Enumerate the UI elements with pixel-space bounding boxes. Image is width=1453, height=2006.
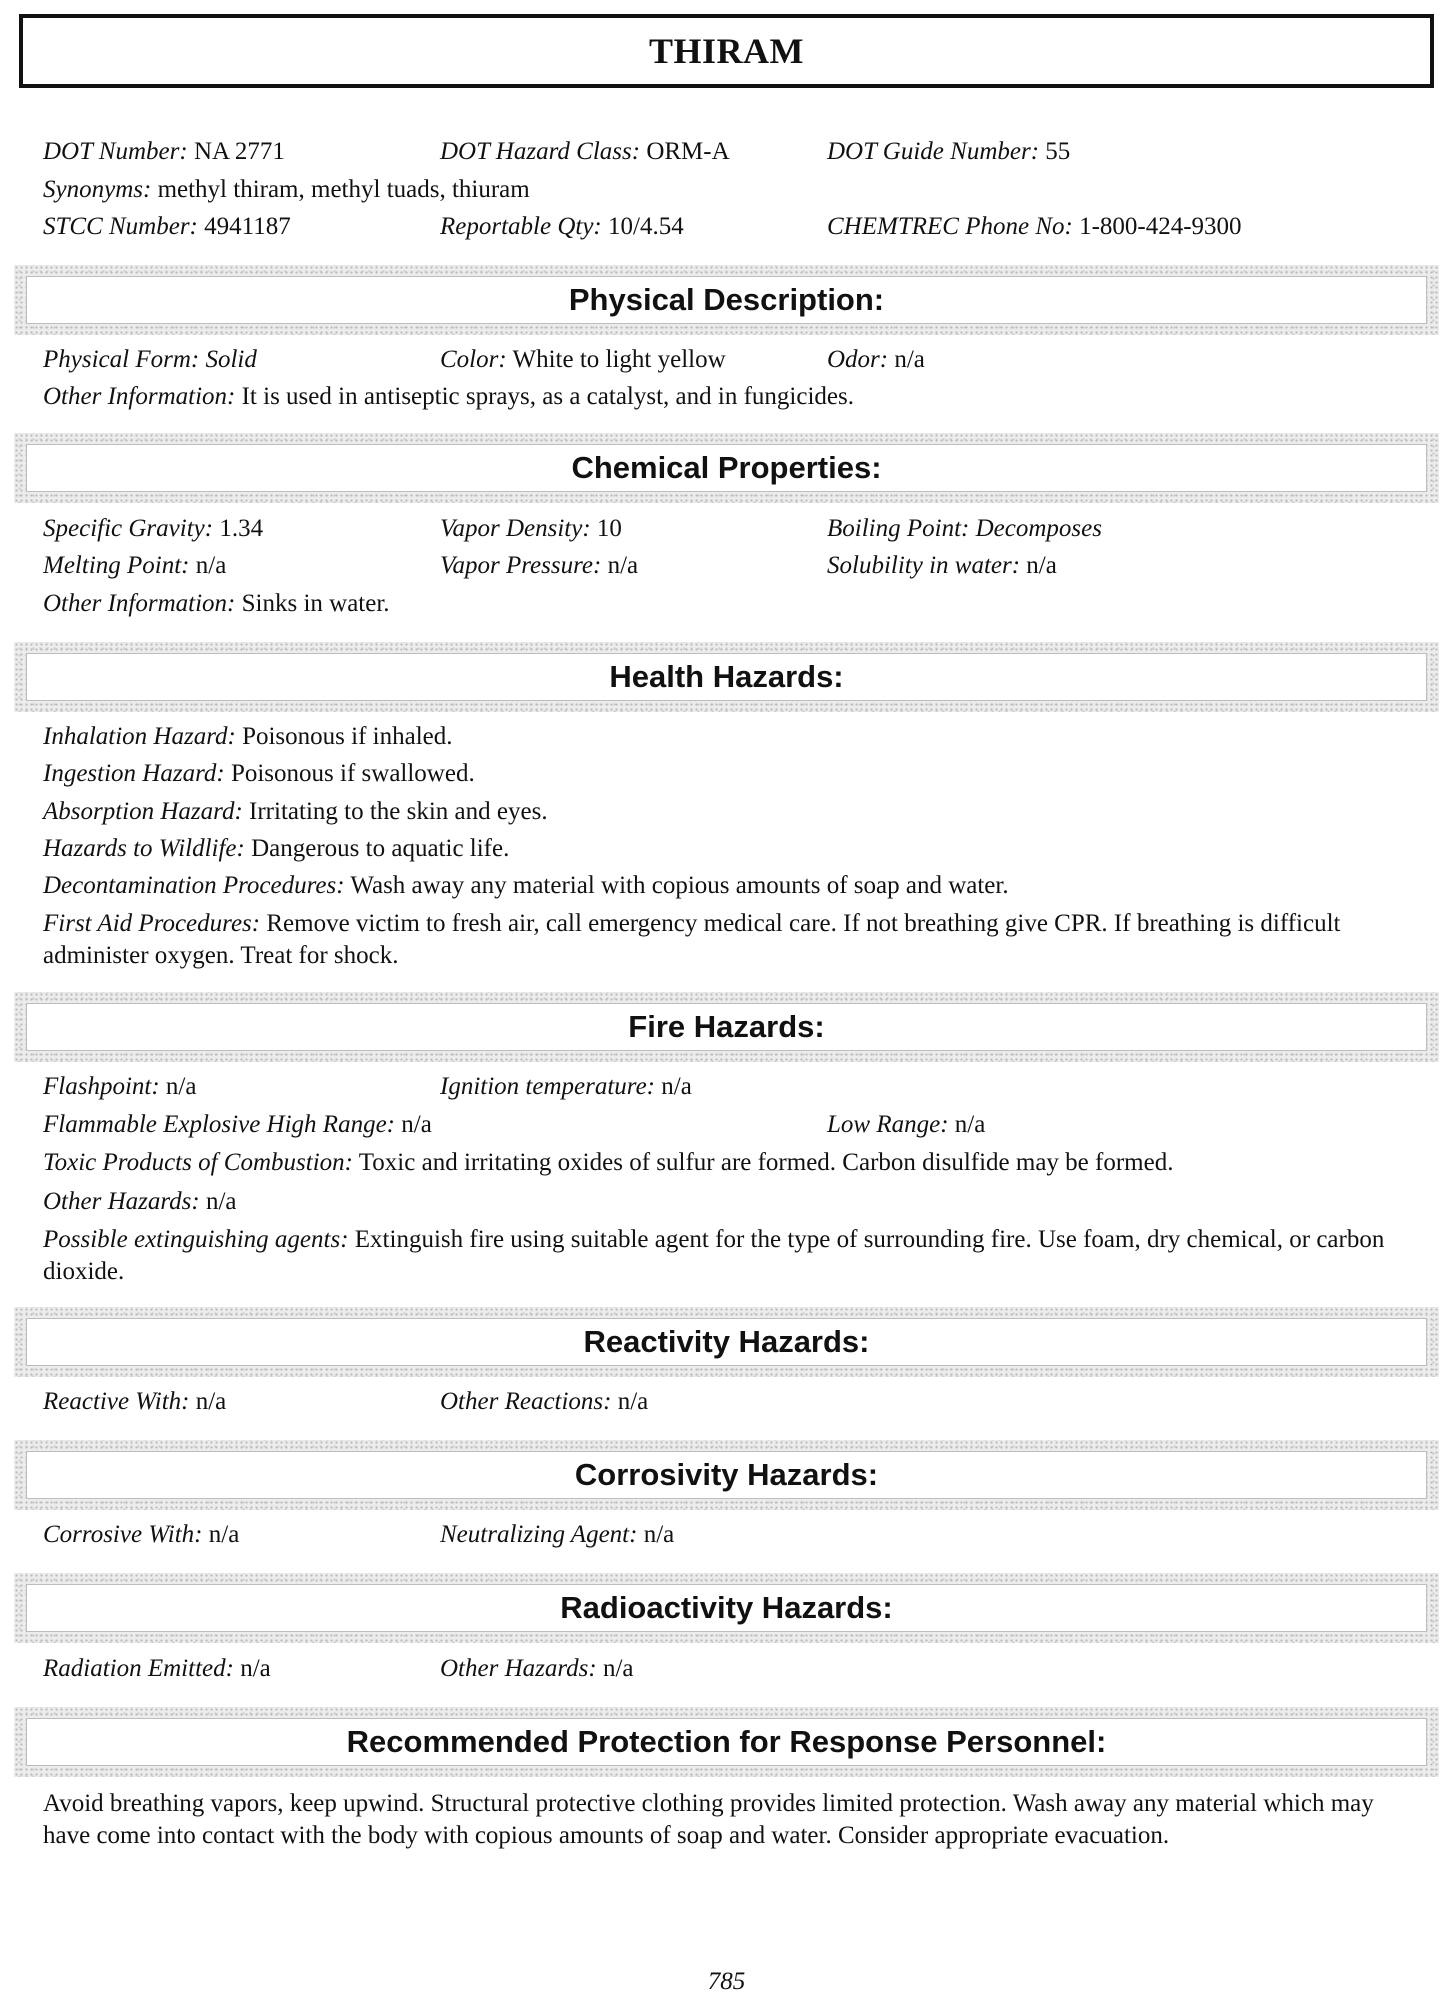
melting-point-field: Melting Point: n/a (43, 552, 227, 579)
chemical-other-info-field: Other Information: Sinks in water. (43, 590, 390, 617)
recommended-protection-header: Recommended Protection for Response Personnel: (14, 1707, 1439, 1777)
neutralizing-agent-field: Neutralizing Agent: n/a (440, 1521, 675, 1548)
corrosivity-hazards-header: Corrosivity Hazards: (14, 1440, 1439, 1510)
inhalation-hazard-field: Inhalation Hazard: Poisonous if inhaled. (43, 723, 453, 750)
physical-form-field: Physical Form: Solid (43, 346, 257, 373)
fire-hazards-header: Fire Hazards: (14, 992, 1439, 1062)
wildlife-hazard-field: Hazards to Wildlife: Dangerous to aquatic life. (43, 835, 510, 862)
page-number: 785 (707, 1968, 746, 1995)
ingestion-hazard-field: Ingestion Hazard: Poisonous if swallowed. (43, 760, 475, 787)
solubility-field: Solubility in water: n/a (827, 552, 1057, 579)
radioactivity-other-hazards-field: Other Hazards: n/a (440, 1655, 634, 1682)
odor-field: Odor: n/a (827, 346, 925, 373)
health-hazards-header: Health Hazards: (14, 642, 1439, 712)
fire-other-hazards-field: Other Hazards: n/a (43, 1188, 237, 1215)
toxic-products-field: Toxic Products of Combustion: Toxic and irritating oxides of sulfur are formed. Carbon disulfide may be formed. (43, 1149, 1174, 1176)
chemical-title: THIRAM (649, 31, 804, 71)
physical-description-header: Physical Description: (14, 265, 1439, 335)
protection-text: Avoid breathing vapors, keep upwind. Structural protective clothing provides limited protection. Wash away any material which may have come into contact with the body with copious amounts of soap and water. Consider appropriate evacuation. (43, 1790, 1374, 1849)
reportable-qty-field: Reportable Qty: 10/4.54 (440, 213, 684, 240)
dot-hazard-class-field: DOT Hazard Class: ORM-A (440, 138, 730, 165)
reactivity-hazards-header: Reactivity Hazards: (14, 1307, 1439, 1377)
physical-other-info-field: Other Information: It is used in antiseptic sprays, as a catalyst, and in fungicides. (43, 383, 854, 410)
flashpoint-field: Flashpoint: n/a (43, 1073, 197, 1100)
reactive-with-field: Reactive With: n/a (43, 1388, 227, 1415)
color-field: Color: White to light yellow (440, 346, 726, 373)
radioactivity-hazards-header: Radioactivity Hazards: (14, 1573, 1439, 1643)
title-box (19, 14, 1434, 88)
decontamination-field: Decontamination Procedures: Wash away any material with copious amounts of soap and water. (43, 872, 1009, 899)
other-reactions-field: Other Reactions: n/a (440, 1388, 649, 1415)
corrosive-with-field: Corrosive With: n/a (43, 1521, 240, 1548)
specific-gravity-field: Specific Gravity: 1.34 (43, 515, 264, 542)
low-range-field: Low Range: n/a (827, 1111, 986, 1138)
vapor-density-field: Vapor Density: 10 (440, 515, 622, 542)
stcc-number-field: STCC Number: 4941187 (43, 213, 291, 240)
boiling-point-field: Boiling Point: Decomposes (827, 515, 1102, 542)
dot-guide-number-field: DOT Guide Number: 55 (827, 138, 1071, 165)
ignition-temperature-field: Ignition temperature: n/a (440, 1073, 692, 1100)
vapor-pressure-field: Vapor Pressure: n/a (440, 552, 639, 579)
high-range-field: Flammable Explosive High Range: n/a (43, 1111, 432, 1138)
extinguishing-agents-field: Possible extinguishing agents: Extinguish fire using suitable agent for the type of surrounding fire. Use foam, dry chemical, or carbon dioxide. (43, 1226, 1385, 1285)
chemical-properties-header: Chemical Properties: (14, 433, 1439, 503)
synonyms-field: Synonyms: methyl thiram, methyl tuads, thiuram (43, 176, 530, 203)
chemtrec-phone-field: CHEMTREC Phone No: 1-800-424-9300 (827, 213, 1242, 240)
dot-number-field: DOT Number: NA 2771 (43, 138, 285, 165)
first-aid-field: First Aid Procedures: Remove victim to fresh air, call emergency medical care. If not breathing give CPR. If breathing is difficult administer oxygen. Treat for shock. (43, 910, 1341, 969)
radiation-emitted-field: Radiation Emitted: n/a (43, 1655, 271, 1682)
absorption-hazard-field: Absorption Hazard: Irritating to the skin and eyes. (43, 798, 548, 825)
